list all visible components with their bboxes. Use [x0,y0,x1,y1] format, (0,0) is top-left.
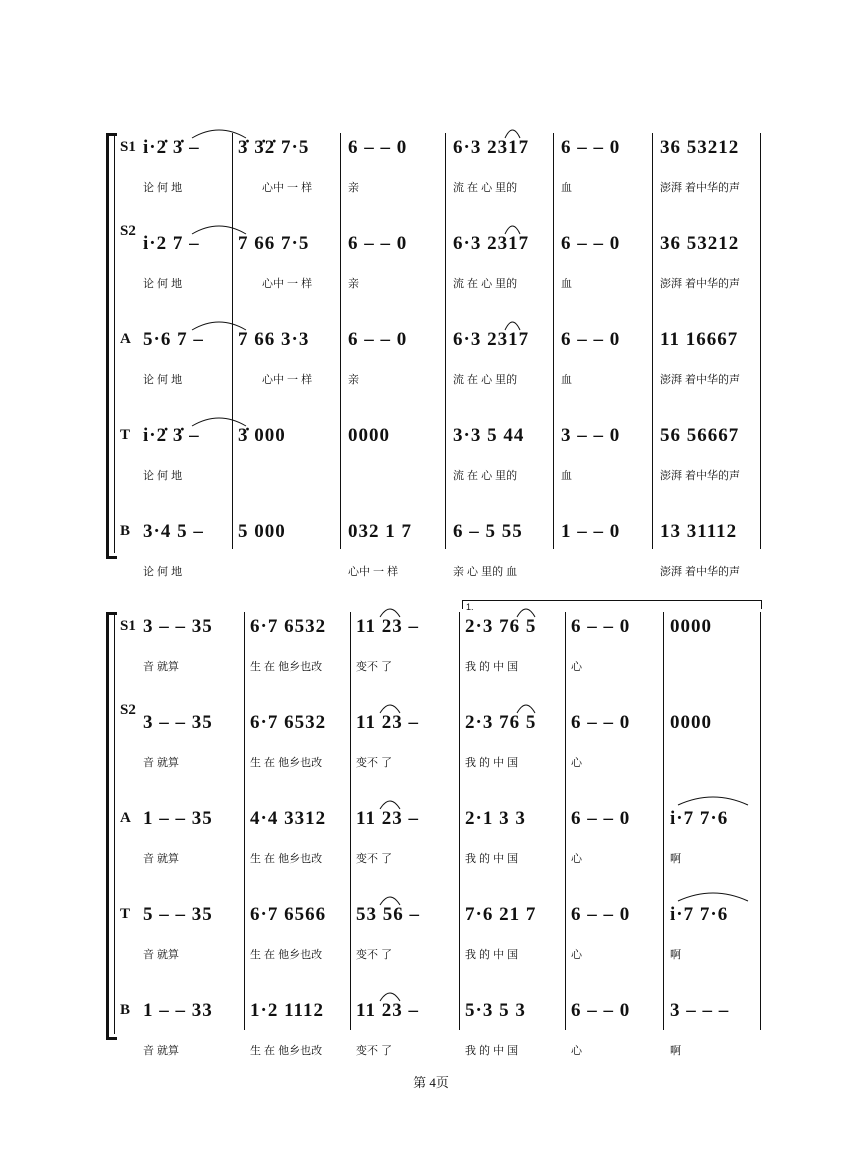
measure-notes: 6 – – 0 [561,233,621,254]
lyric-text: 亲 [348,374,359,386]
measure-notes: 6·7 6532 [250,616,327,637]
lyric-text: 心中 一 样 [262,182,313,194]
lyric-text: 音 就算 [143,1045,180,1057]
measure-notes: i·7 7·6 [670,904,729,925]
lyric-text: 亲 [348,182,359,194]
lyric-text: 心中 一 样 [262,374,313,386]
measure-notes: 6 – – 0 [571,808,631,829]
lyric-text: 音 就算 [143,757,180,769]
measure-notes: 6·3 2317 [453,137,530,158]
measure-notes: 0000 [670,712,712,733]
lyric-text: 血 [561,374,572,386]
lyric-text: 音 就算 [143,949,180,961]
measure-notes: 1·2 1112 [250,1000,324,1021]
lyric-text: 澎湃 着中华的声 [660,566,741,578]
measure-notes: 0000 [348,425,390,446]
measure-notes: 1 – – 33 [143,1000,213,1021]
tie-arc [380,609,400,617]
measure-notes: 6·7 6566 [250,904,327,925]
measure-notes: 3·4 5 – [143,521,204,542]
measure-notes: 3 – – 0 [561,425,621,446]
voice-label: A [120,810,131,826]
lyric-text: 流 在 心 里的 [453,470,518,482]
lyric-text: 亲 心 里的 血 [453,566,518,578]
lyric-text: 音 就算 [143,853,180,865]
measure-notes: 6 – – 0 [571,712,631,733]
measure-notes: 6·7 6532 [250,712,327,733]
measure-notes: 3·3 5 44 [453,425,525,446]
tie-arc [380,705,400,713]
measure-notes: 6 – – 0 [561,329,621,350]
lyric-text: 亲 [348,278,359,290]
measure-notes: 4·4 3312 [250,808,327,829]
lyric-text: 论 何 地 [143,374,183,386]
voice-label: T [120,906,131,922]
measure-notes: 3 – – – [670,1000,730,1021]
lyric-text: 论 何 地 [143,470,183,482]
lyric-text: 心 [571,661,582,673]
lyric-text: 心中 一 样 [348,566,399,578]
lyric-text: 变不 了 [356,757,393,769]
measure-notes: 7 66 3·3 [238,329,310,350]
measure-notes: 36 53212 [660,137,740,158]
measure-notes: 7·6 21 7 [465,904,537,925]
lyric-text: 心 [571,757,582,769]
lyric-text: 血 [561,470,572,482]
lyric-text: 血 [561,278,572,290]
voice-label: S1 [120,139,136,155]
measure-notes: 36 53212 [660,233,740,254]
measure-notes: 6 – – 0 [571,616,631,637]
lyric-text: 啊 [670,1045,681,1057]
lyric-text: 我 的 中 国 [465,949,519,961]
measure-notes: 11 23 – [356,1000,419,1021]
measure-notes: 6 – – 0 [561,137,621,158]
measure-notes: 6 – – 0 [348,329,408,350]
voice-label: B [120,1002,131,1018]
volta-label: 1. [466,602,474,612]
tie-arc [678,893,748,901]
lyric-text: 澎湃 着中华的声 [660,374,741,386]
measure-notes: 7 66 7·5 [238,233,310,254]
lyric-text: 我 的 中 国 [465,1045,519,1057]
measure-notes: 2·1 3 3 [465,808,526,829]
measure-notes: 3 – – 35 [143,712,213,733]
lyric-text: 心 [571,853,582,865]
measure-notes: 11 23 – [356,712,419,733]
measure-notes: 56 56667 [660,425,740,446]
lyric-text: 生 在 他乡也改 [250,1045,323,1057]
measure-notes: 2·3 76 5 [465,712,537,733]
tie-arc [380,897,400,905]
measure-notes: i·2 7 – [143,233,200,254]
voice-label: S2 [120,223,136,239]
tie-arc [678,797,748,805]
lyric-text: 澎湃 着中华的声 [660,278,741,290]
tie-arc [380,801,400,809]
measure-notes: 5 000 [238,521,286,542]
lyric-text: 心 [571,1045,582,1057]
measure-notes: 2·3 76 5 [465,616,537,637]
measure-notes: 6 – – 0 [348,233,408,254]
measure-notes: 11 23 – [356,616,419,637]
voice-label: B [120,523,131,539]
lyric-text: 论 何 地 [143,566,183,578]
tie-arc [517,609,535,617]
lyric-text: 流 在 心 里的 [453,374,518,386]
lyric-text: 论 何 地 [143,278,183,290]
lyric-text: 我 的 中 国 [465,661,519,673]
lyric-text: 流 在 心 里的 [453,278,518,290]
lyric-text: 变不 了 [356,949,393,961]
lyric-text: 我 的 中 国 [465,757,519,769]
measure-notes: i·2̇ 3̇ – [143,425,200,446]
lyric-text: 我 的 中 国 [465,853,519,865]
voice-label: S1 [120,618,136,634]
measure-notes: 53 56 – [356,904,420,925]
lyric-text: 心中 一 样 [262,278,313,290]
voice-label: T [120,427,131,443]
lyric-text: 音 就算 [143,661,180,673]
measure-notes: i·7 7·6 [670,808,729,829]
lyric-text: 啊 [670,853,681,865]
lyric-text: 生 在 他乡也改 [250,853,323,865]
measure-notes: 1 – – 35 [143,808,213,829]
lyric-text: 变不 了 [356,853,393,865]
lyric-text: 论 何 地 [143,182,183,194]
measure-notes: 5·6 7 – [143,329,204,350]
measure-notes: i·2̇ 3̇ – [143,137,200,158]
measure-notes: 3 – – 35 [143,616,213,637]
lyric-text: 澎湃 着中华的声 [660,470,741,482]
measure-notes: 11 16667 [660,329,739,350]
lyric-text: 生 在 他乡也改 [250,661,323,673]
measure-notes: 6 – – 0 [571,1000,631,1021]
measure-notes: 6·3 2317 [453,233,530,254]
measure-notes: 6 – – 0 [348,137,408,158]
lyric-text: 流 在 心 里的 [453,182,518,194]
lyric-text: 生 在 他乡也改 [250,949,323,961]
measure-notes: 6·3 2317 [453,329,530,350]
measure-notes: 6 – – 0 [571,904,631,925]
measure-notes: 13 31112 [660,521,738,542]
measure-notes: 1 – – 0 [561,521,621,542]
measure-notes: 5·3 5 3 [465,1000,526,1021]
lyric-text: 生 在 他乡也改 [250,757,323,769]
lyric-text: 澎湃 着中华的声 [660,182,741,194]
lyric-text: 变不 了 [356,1045,393,1057]
measure-notes: 11 23 – [356,808,419,829]
tie-arc [380,993,400,1001]
measure-notes: 0000 [670,616,712,637]
lyric-text: 变不 了 [356,661,393,673]
lyric-text: 血 [561,182,572,194]
lyric-text: 啊 [670,949,681,961]
measure-notes: 5 – – 35 [143,904,213,925]
measure-notes: 6 – 5 55 [453,521,523,542]
page-number: 第 4页 [413,1075,449,1090]
lyric-text: 心 [571,949,582,961]
voice-label: S2 [120,702,136,718]
measure-notes: 032 1 7 [348,521,412,542]
voice-label: A [120,331,131,347]
tie-arc [517,705,535,713]
measure-notes: 3̇ 3̇2̇ 7·5 [238,137,310,158]
measure-notes: 3̇ 000 [238,425,286,446]
